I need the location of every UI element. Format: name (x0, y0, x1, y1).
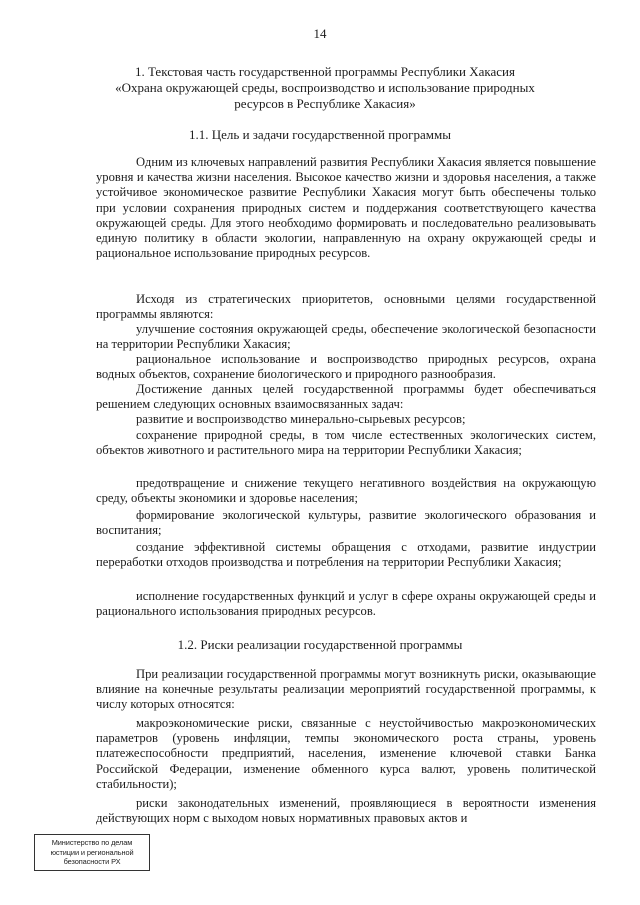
list-item: макроэкономические риски, связанные с неустойчивостью макроэкономических параметров (уровень инфляции, темпы экономического роста страны, уровень платежеспособности предприятий, населения, изменение ключевой ставки Банка Российской Федерации, изменение обменного курса валют, уровень политической стабильности); (96, 716, 596, 791)
document-title (105, 64, 545, 112)
list-item: риски законодательных изменений, проявляющиеся в вероятности изменения действующих норм с выходом новых нормативных правовых актов и (96, 796, 596, 826)
section-heading-1-1: 1.1. Цель и задачи государственной программы (189, 127, 451, 142)
paragraph: Одним из ключевых направлений развития Республики Хакасия является повышение уровня и качества жизни населения. Высокое качество жизни и здоровья населения, а также устойчивое экономическое развитие Республики Хакасия могут быть обеспечены только при условии сохранения природных систем и поддержания соответствующего качества окружающей среды. Для этого необходимо формировать и последовательно реализовывать единую политику в области экологии, направленную на охрану окружающей среды и рациональное использование природных ресурсов. (96, 155, 596, 261)
paragraph: Достижение данных целей государственной программы будет обеспечиваться решением следующих основных взаимосвязанных задач: (96, 382, 596, 412)
paragraph: Исходя из стратегических приоритетов, основными целями государственной программы являются: (96, 292, 596, 322)
list-item: развитие и воспроизводство минерально-сырьевых ресурсов; (136, 412, 466, 426)
stamp-line: юстиции и региональной (50, 847, 134, 857)
ministry-stamp (34, 834, 150, 871)
list-item: рациональное использование и воспроизводство природных ресурсов, охрана водных объектов, сохранение биологического и природного разнообразия. (96, 352, 596, 382)
list-item: сохранение природной среды, в том числе естественных экологических систем, объектов животного и растительного мира на территории Республики Хакасия; (96, 428, 596, 458)
title-line: ресурсов в Республике Хакасия» (234, 96, 416, 111)
page-number: 14 (313, 26, 327, 41)
paragraph: При реализации государственной программы могут возникнуть риски, оказывающие влияние на конечные результаты реализации мероприятий государственной программы, к числу которых относятся: (96, 667, 596, 712)
title-line: 1. Текстовая часть государственной программы Республики Хакасия (134, 64, 515, 79)
stamp-line: безопасности РХ (63, 857, 121, 866)
section-heading-1-2: 1.2. Риски реализации государственной программы (177, 637, 463, 652)
list-item: исполнение государственных функций и услуг в сфере охраны окружающей среды и рационального использования природных ресурсов. (96, 589, 596, 619)
stamp-line: Министерство по делам (51, 838, 133, 847)
list-item: предотвращение и снижение текущего негативного воздействия на окружающую среду, объекты экономики и здоровье населения; (96, 476, 596, 506)
list-item: улучшение состояния окружающей среды, обеспечение экологической безопасности на территории Республики Хакасия; (96, 322, 596, 352)
title-line: «Охрана окружающей среды, воспроизводство и использование природных (115, 80, 535, 95)
list-item: формирование экологической культуры, развитие экологического образования и воспитания; (96, 508, 596, 538)
list-item: создание эффективной системы обращения с отходами, развитие индустрии переработки отходов производства и потребления на территории Республики Хакасия; (96, 540, 596, 570)
